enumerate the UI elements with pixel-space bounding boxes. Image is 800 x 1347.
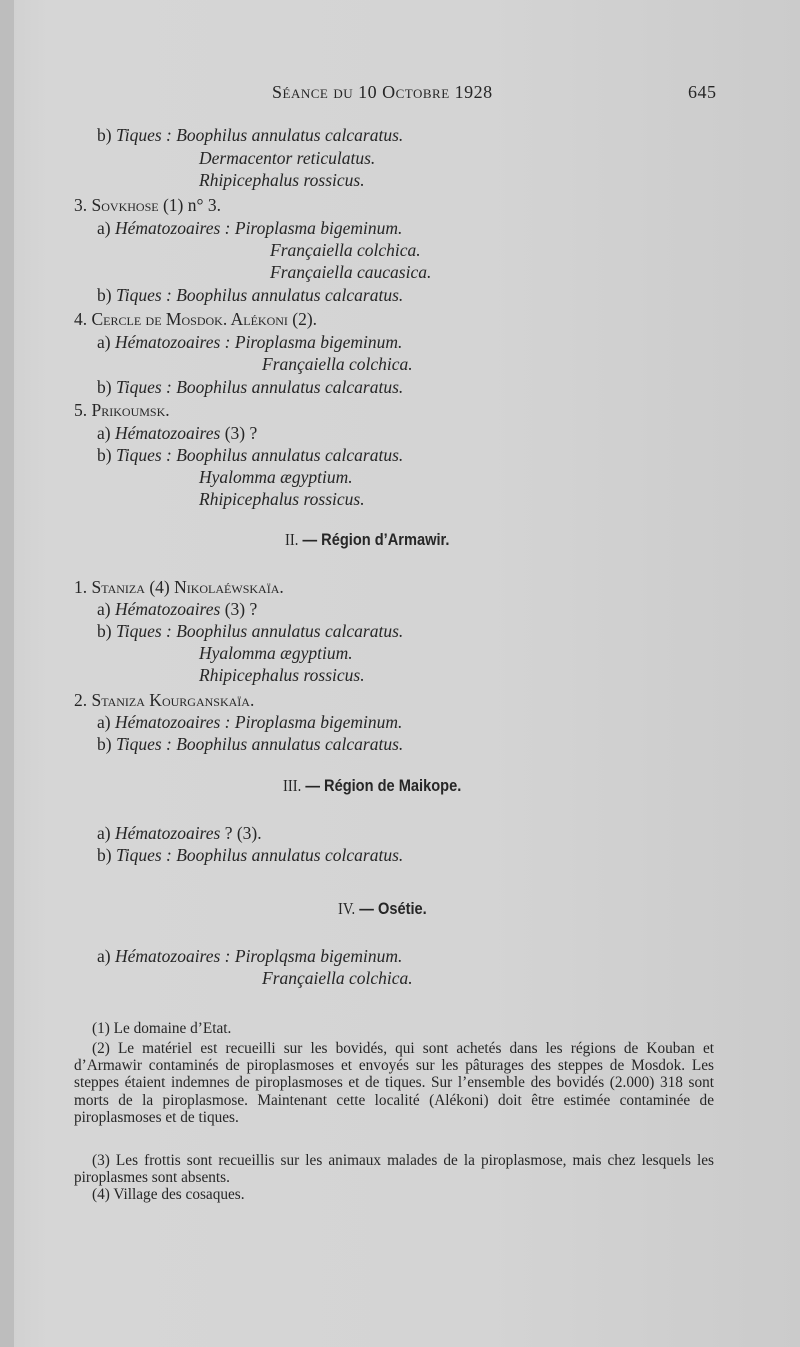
- text-line: b) Tiques : Boophilus annulatus calcaratus.: [97, 125, 404, 145]
- region-heading-maikope: III. — Région de Maikope.: [283, 776, 462, 795]
- page-number: 645: [688, 82, 717, 102]
- region-heading-osetie: IV. — Osétie.: [338, 899, 427, 918]
- text-line: Françaiella colchica.: [262, 968, 413, 988]
- page-edge-shadow: [0, 0, 14, 1347]
- footnote-4: (4) Village des cosaques.: [92, 1186, 245, 1203]
- text-line: b) Tiques : Boophilus annulatus calcaratus.: [97, 377, 404, 397]
- section-heading: 3. Sovkhose (1) n° 3.: [74, 195, 221, 215]
- running-header-title: Séance du 10 Octobre 1928: [272, 82, 493, 102]
- text-line: Françaiella colchica.: [270, 240, 421, 260]
- text-line: a) Hématozoaires : Piroplasma bigeminum.: [97, 332, 403, 352]
- text-line: Rhipicephalus rossicus.: [199, 170, 365, 190]
- text-line: Rhipicephalus rossicus.: [199, 665, 365, 685]
- footnote-1: (1) Le domaine d’Etat.: [92, 1020, 232, 1037]
- text-line: b) Tiques : Boophilus annulatus calcaratus.: [97, 285, 404, 305]
- text-line: Hyalomma ægyptium.: [199, 643, 353, 663]
- text-line: a) Hématozoaires : Piroplasma bigeminum.: [97, 218, 403, 238]
- section-heading: 5. Prikoumsk.: [74, 400, 170, 420]
- text-line: b) Tiques : Boophilus annulatus calcaratus.: [97, 445, 404, 465]
- text-line: Françaiella caucasica.: [270, 262, 432, 282]
- text-line: a) Hématozoaires (3) ?: [97, 599, 258, 619]
- text-line: Françaiella colchica.: [262, 354, 413, 374]
- text-line: a) Hématozoaires (3) ?: [97, 423, 258, 443]
- section-heading: 4. Cercle de Mosdok. Alékoni (2).: [74, 309, 318, 329]
- region-heading-armawir: II. — Région d’Armawir.: [285, 530, 450, 549]
- section-heading: 2. Staniza Kourganskaïa.: [74, 690, 255, 710]
- text-line: Rhipicephalus rossicus.: [199, 489, 365, 509]
- text-line: b) Tiques : Boophilus annulatus colcaratus.: [97, 845, 404, 865]
- footnote-2: (2) Le matériel est recueilli sur les bovidés, qui sont achetés dans les régions de Kouban et d’Armawir contaminés de piroplasmoses et envoyés sur les pâturages des steppes de Mosdok. Les steppes étaient indemnes de piroplasmoses et de tiques. Sur l’ensemble des bovidés (2.000) 318 sont morts de la piroplasmose. Maintenant cette localité (Alékoni) doit être estimée contaminée de piroplasmoses et de tiques.: [74, 1040, 714, 1126]
- footnote-3: (3) Les frottis sont recueillis sur les animaux malades de la piroplasmose, mais chez lesquels les piroplasmes sont absents.: [74, 1152, 714, 1187]
- text-line: a) Hématozoaires : Piroplqsma bigeminum.: [97, 946, 403, 966]
- text-line: Hyalomma ægyptium.: [199, 467, 353, 487]
- text-line: b) Tiques : Boophilus annulatus calcaratus.: [97, 621, 404, 641]
- text-line: a) Hématozoaires ? (3).: [97, 823, 262, 843]
- text-line: Dermacentor reticulatus.: [199, 148, 376, 168]
- text-line: a) Hématozoaires : Piroplasma bigeminum.: [97, 712, 403, 732]
- text-line: b) Tiques : Boophilus annulatus calcaratus.: [97, 734, 404, 754]
- section-heading: 1. Staniza (4) Nikolaéwskaïa.: [74, 577, 284, 597]
